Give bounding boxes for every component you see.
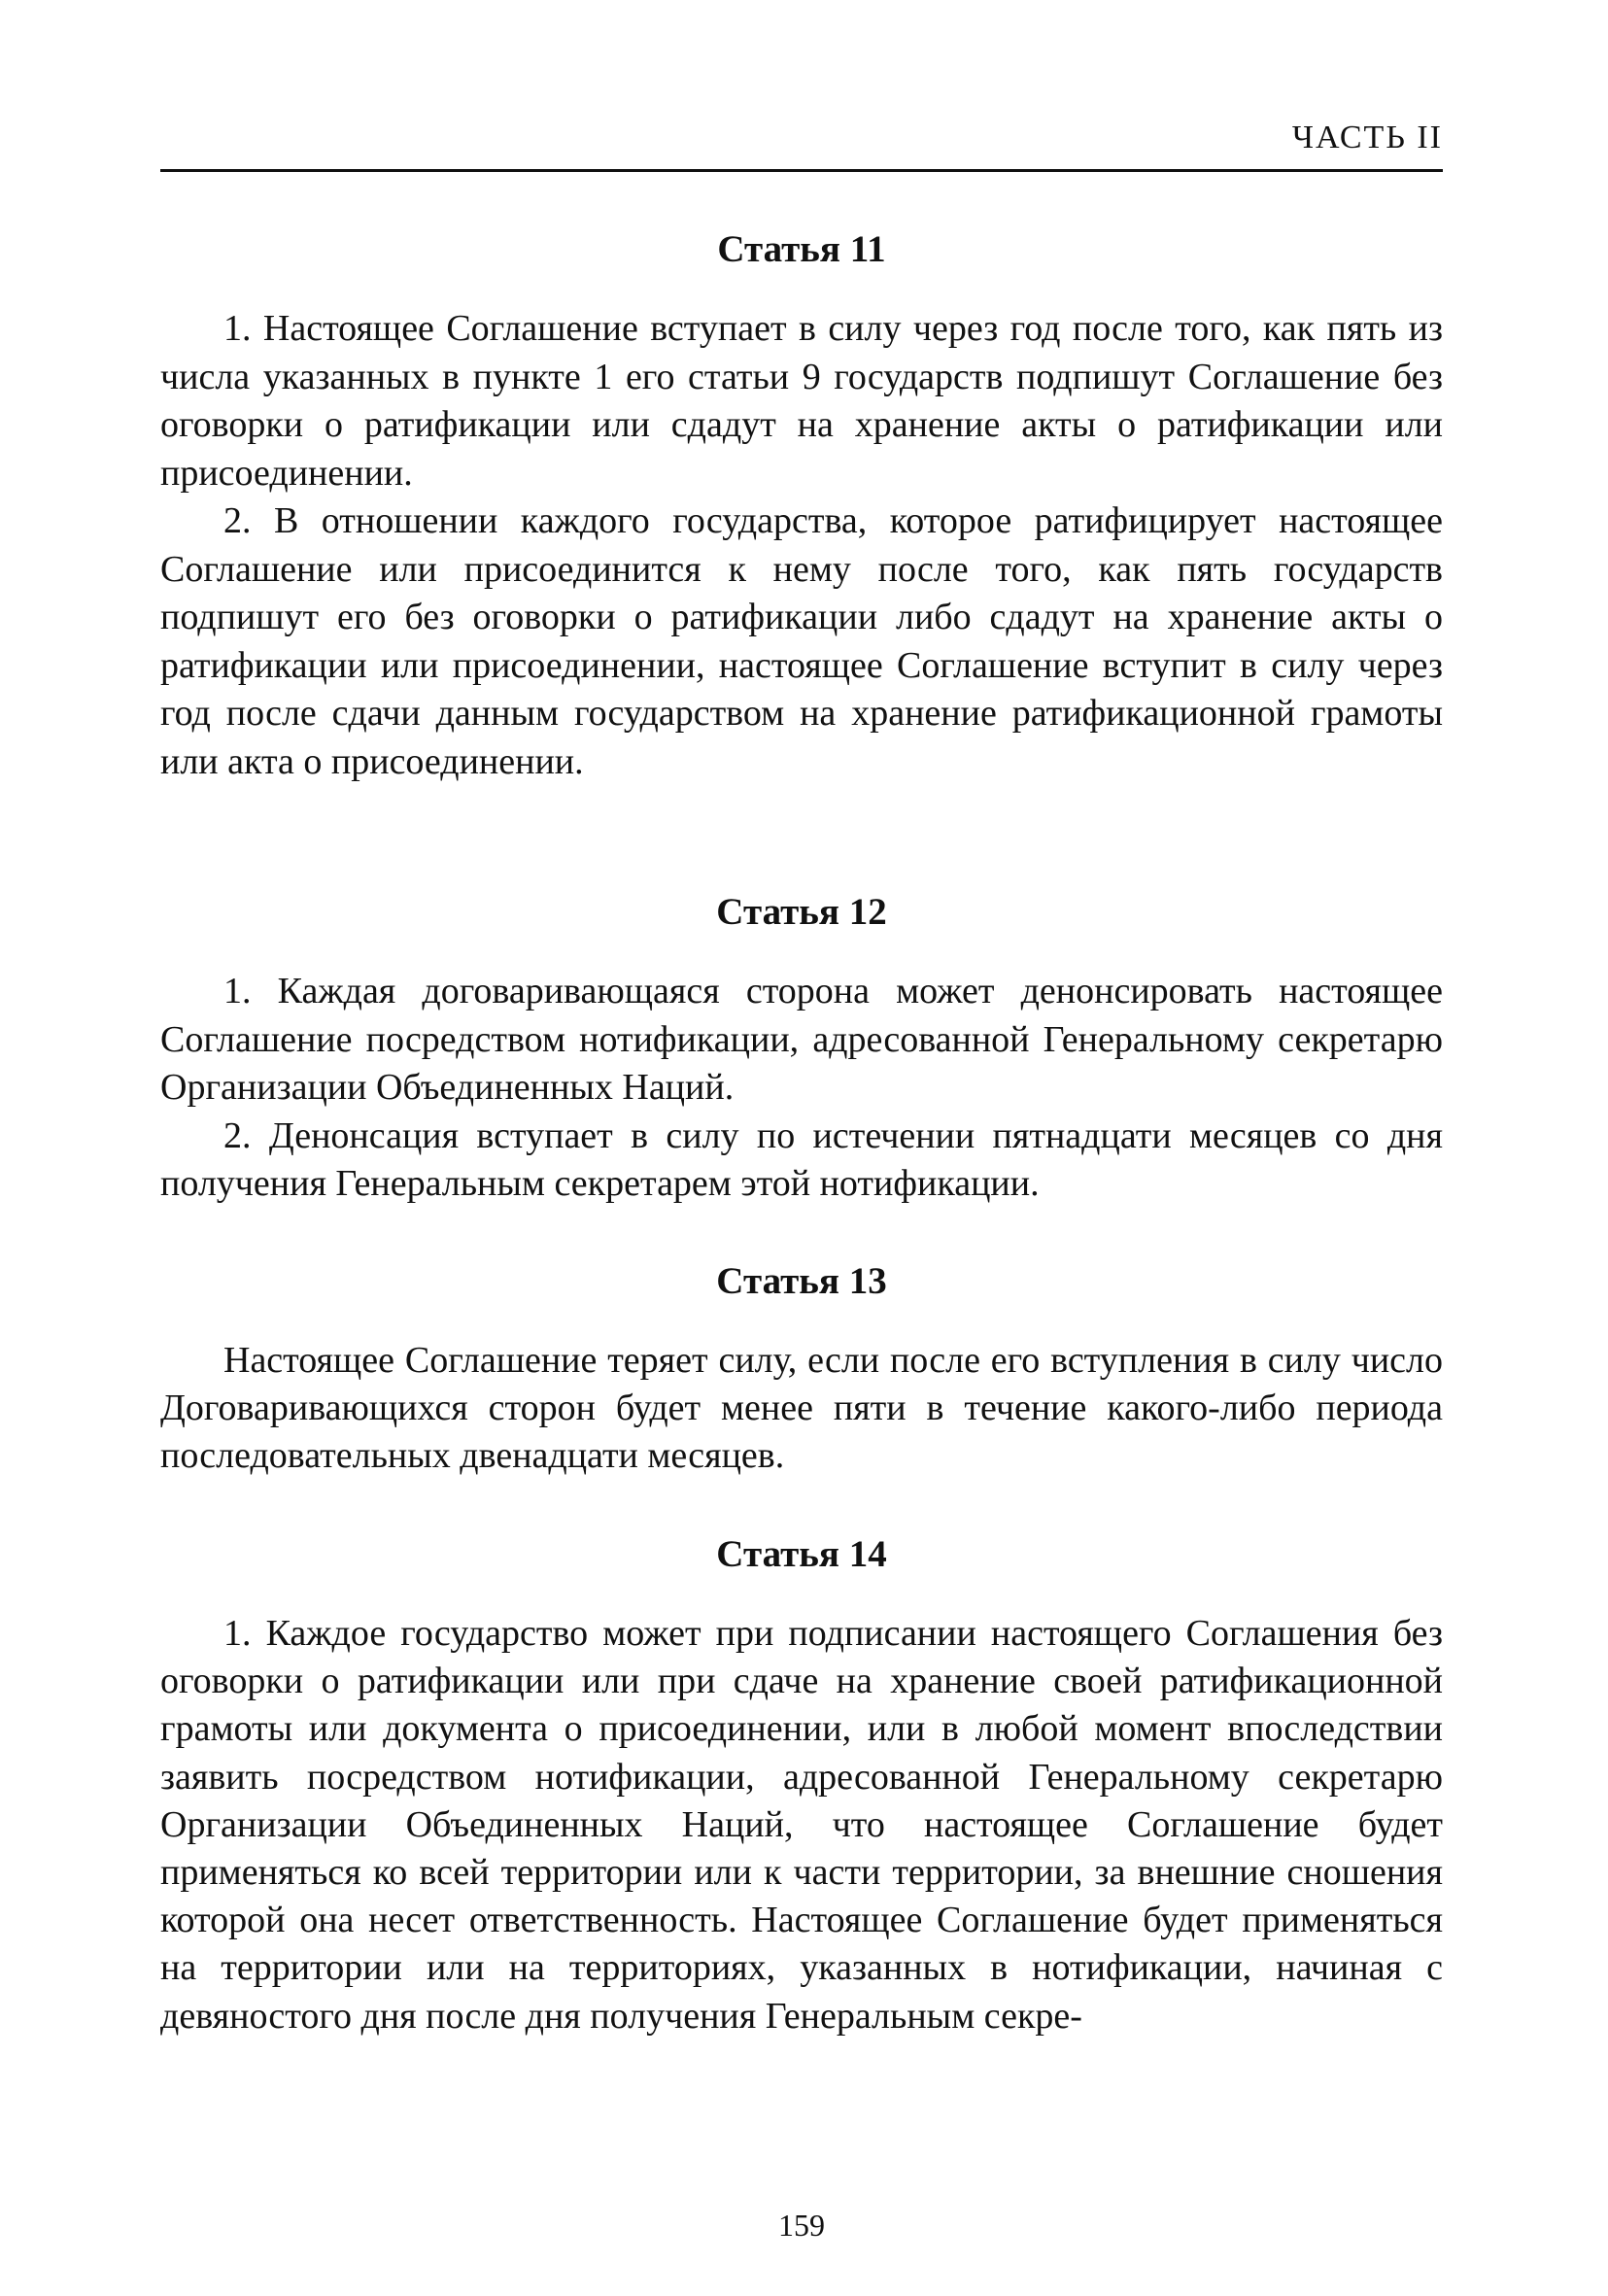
article-title: Статья 13 [716,1260,887,1302]
article-12 [160,890,1443,1209]
article-paragraph: 1. Настоящее Соглашение вступает в силу через год после того, как пять из числа указанных в пункте 1 его статьи 9 государств подпишут Соглашение без оговорки о ратификации или сдадут на хранение акты о ратификации или присоединении. [160,308,1443,494]
article-title: Статья 12 [716,891,887,933]
article-13 [160,1259,1443,1481]
article-title: Статья 11 [717,228,886,270]
article-paragraph: 2. Денонсация вступает в силу по истечении пятнадцати месяцев со дня получения Генеральным секретарем этой нотификации. [160,1114,1443,1204]
article-title: Статья 14 [716,1533,887,1575]
article-paragraph: 1. Каждая договаривающаяся сторона может денонсировать настоящее Соглашение посредством нотификации, адресованной Генеральному секретарю Организации Объединенных Наций. [160,971,1443,1108]
page-number: 159 [778,2208,825,2243]
article-paragraph: 1. Каждое государство может при подписании настоящего Соглашения без оговорки о ратификации или при сдаче на хранение своей ратификационной грамоты или документа о присоединении, или в любой момент впоследствии заявить посредством нотификации, адресованной Генеральному секретарю Организации Объединенных Наций, что настоящее Соглашение будет применяться ко всей территории или к части территории, за внешние сношения которой она несет ответственность. Настоящее Соглашение будет применяться на территории или на территориях, указанных в нотификации, начиная с девяностого дня после дня получения Генеральным секре- [160,1613,1443,2037]
running-header: ЧАСТЬ II [1291,120,1443,155]
document-page [160,0,1443,2296]
article-paragraph: Настоящее Соглашение теряет силу, если после его вступления в силу число Договаривающихся сторон будет менее пяти в течение какого-либо периода последовательных двенадцати месяцев. [160,1340,1443,1477]
article-paragraph: 2. В отношении каждого государства, которое ратифицирует настоящее Соглашение или присоединится к нему после того, как пять государств подпишут его без оговорки о ратификации либо сдадут на хранение акты о ратификации или присоединении, настоящее Соглашение вступит в силу через год после сдачи данным государством на хранение ратификационной грамоты или акта о присоединении. [160,500,1443,782]
article-14 [160,1532,1443,2040]
article-11 [160,227,1443,786]
header-rule [160,169,1443,172]
